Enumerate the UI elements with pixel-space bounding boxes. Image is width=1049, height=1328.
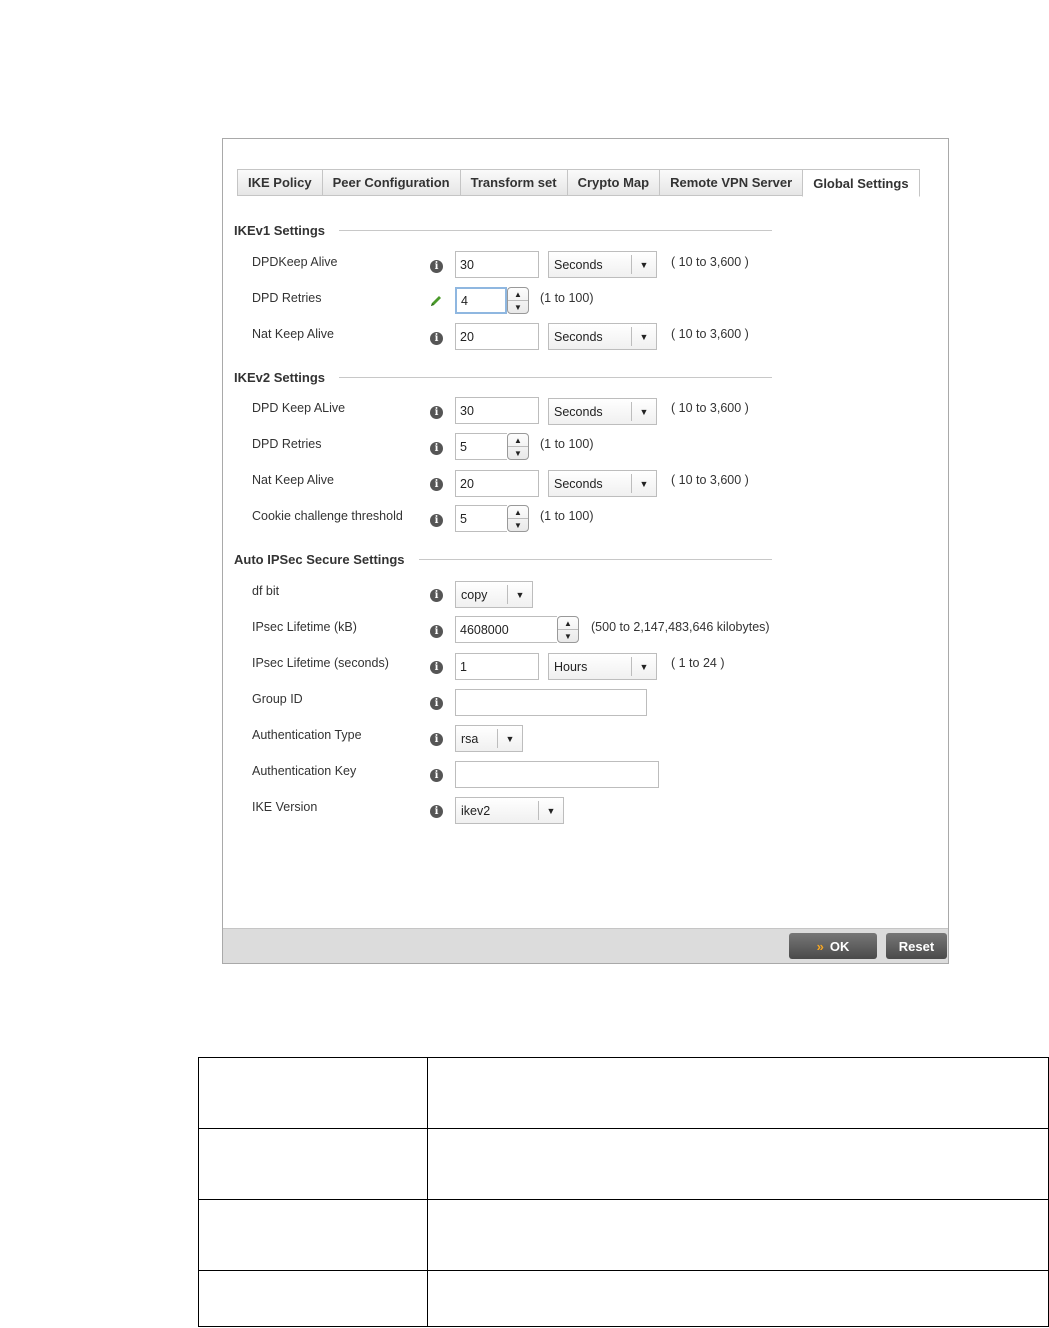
select-value: Hours [554, 659, 588, 674]
select-value: Seconds [554, 404, 603, 419]
double-chevron-icon: » [816, 938, 824, 954]
ikev2-dpd-keep-alive-input[interactable] [455, 397, 539, 424]
auto-ipsec-section-title [234, 552, 772, 567]
ike-version-label: IKE Version [252, 800, 318, 814]
ikev2-cookie-threshold-range: (1 to 100) [540, 509, 594, 523]
ikev2-dpd-retries-input[interactable] [455, 433, 507, 460]
table-row [199, 1200, 1049, 1271]
select-value: ikev2 [461, 803, 491, 818]
ikev2-dpd-keep-alive-unit-select[interactable] [548, 398, 657, 425]
info-icon[interactable]: i [430, 589, 443, 602]
ok-button-label: OK [829, 938, 850, 954]
authentication-key-input[interactable] [455, 761, 659, 788]
description-table [198, 1057, 1049, 1327]
ikev2-section-title [234, 370, 772, 385]
info-icon[interactable]: i [430, 442, 443, 455]
chevron-down-icon: ▼ [507, 585, 532, 604]
table-row [199, 1271, 1049, 1327]
ipsec-lifetime-kb-range: (500 to 2,147,483,646 kilobytes) [591, 620, 770, 634]
ok-button[interactable] [789, 933, 877, 959]
info-icon[interactable]: i [430, 769, 443, 782]
info-icon[interactable]: i [430, 332, 443, 345]
ipsec-lifetime-seconds-input[interactable] [455, 653, 539, 680]
ikev1-dpd-keep-alive-range: ( 10 to 3,600 ) [671, 255, 749, 269]
tab-bar [237, 169, 920, 197]
ikev1-nat-keep-alive-label: Nat Keep Alive [252, 327, 334, 341]
reset-button[interactable] [886, 933, 947, 959]
stepper-buttons [507, 505, 529, 532]
info-icon[interactable]: i [430, 733, 443, 746]
ipsec-lifetime-kb-stepper[interactable] [455, 616, 579, 643]
info-icon[interactable]: i [430, 514, 443, 527]
chevron-down-icon: ▼ [497, 729, 522, 748]
ikev1-nat-keep-alive-unit-select[interactable] [548, 323, 657, 350]
tab-crypto-map[interactable]: Crypto Map [567, 169, 660, 196]
info-icon[interactable]: i [430, 625, 443, 638]
table-cell [199, 1200, 428, 1271]
stepper-buttons [557, 616, 579, 643]
table-row [199, 1129, 1049, 1200]
stepper-up-icon[interactable]: ▲ [514, 507, 522, 517]
tab-peer-configuration[interactable]: Peer Configuration [322, 169, 460, 196]
chevron-down-icon: ▼ [631, 255, 656, 274]
ikev2-dpd-keep-alive-label: DPD Keep ALive [252, 401, 346, 415]
group-id-label: Group ID [252, 692, 303, 706]
ipsec-lifetime-seconds-label: IPsec Lifetime (seconds) [252, 656, 389, 670]
select-value: Seconds [554, 257, 603, 272]
table-row [199, 1058, 1049, 1129]
stepper-up-icon[interactable]: ▲ [514, 435, 522, 445]
pencil-icon [429, 294, 443, 308]
ipsec-lifetime-unit-select[interactable] [548, 653, 657, 680]
table-cell [428, 1271, 1049, 1327]
dialog-footer [223, 928, 948, 963]
group-id-input[interactable] [455, 689, 647, 716]
reset-button-label: Reset [898, 938, 935, 954]
global-settings-dialog [222, 138, 949, 964]
stepper-up-icon[interactable]: ▲ [514, 289, 522, 299]
select-value: Seconds [554, 476, 603, 491]
info-icon[interactable]: i [430, 260, 443, 273]
stepper-buttons [507, 287, 529, 314]
ikev1-dpd-keep-alive-label: DPDKeep Alive [252, 255, 338, 269]
tab-ike-policy[interactable]: IKE Policy [237, 169, 322, 196]
ikev1-dpd-keep-alive-input[interactable] [455, 251, 539, 278]
table-cell [428, 1200, 1049, 1271]
chevron-down-icon: ▼ [631, 657, 656, 676]
table-cell [199, 1058, 428, 1129]
ikev1-dpd-retries-label: DPD Retries [252, 291, 322, 305]
info-icon[interactable]: i [430, 406, 443, 419]
stepper-down-icon[interactable]: ▼ [508, 300, 528, 313]
ikev1-nat-keep-alive-input[interactable] [455, 323, 539, 350]
info-icon[interactable]: i [430, 661, 443, 674]
ikev2-cookie-threshold-label: Cookie challenge threshold [252, 509, 403, 523]
stepper-buttons [507, 433, 529, 460]
auto-ipsec-title-text: Auto IPSec Secure Settings [234, 552, 405, 567]
df-bit-label: df bit [252, 584, 280, 598]
ikev1-dpd-retries-stepper[interactable] [455, 287, 529, 314]
ipsec-lifetime-kb-input[interactable] [455, 616, 557, 643]
info-icon[interactable]: i [430, 697, 443, 710]
ikev2-nat-keep-alive-unit-select[interactable] [548, 470, 657, 497]
ikev2-cookie-threshold-input[interactable] [455, 505, 507, 532]
table-cell [199, 1271, 428, 1327]
ikev2-nat-keep-alive-label: Nat Keep Alive [252, 473, 334, 487]
table-cell [199, 1129, 428, 1200]
ikev1-dpd-retries-range: (1 to 100) [540, 291, 594, 305]
ipsec-lifetime-seconds-range: ( 1 to 24 ) [671, 656, 725, 670]
select-value: copy [461, 587, 488, 602]
ikev2-dpd-keep-alive-range: ( 10 to 3,600 ) [671, 401, 749, 415]
ikev1-nat-keep-alive-range: ( 10 to 3,600 ) [671, 327, 749, 341]
tab-remote-vpn-server[interactable]: Remote VPN Server [659, 169, 802, 196]
authentication-type-select[interactable] [455, 725, 523, 752]
authentication-type-label: Authentication Type [252, 728, 362, 742]
ikev1-section-title [234, 223, 772, 238]
ikev2-nat-keep-alive-range: ( 10 to 3,600 ) [671, 473, 749, 487]
stepper-down-icon[interactable]: ▼ [508, 446, 528, 459]
ikev1-dpd-keep-alive-unit-select[interactable] [548, 251, 657, 278]
chevron-down-icon: ▼ [631, 402, 656, 421]
authentication-key-label: Authentication Key [252, 764, 357, 778]
ikev2-dpd-retries-range: (1 to 100) [540, 437, 594, 451]
ikev2-nat-keep-alive-input[interactable] [455, 470, 539, 497]
ikev2-title-text: IKEv2 Settings [234, 370, 326, 385]
ikev1-title-text: IKEv1 Settings [234, 223, 326, 238]
ikev2-dpd-retries-label: DPD Retries [252, 437, 322, 451]
chevron-down-icon: ▼ [631, 327, 656, 346]
df-bit-select[interactable] [455, 581, 533, 608]
table-cell [428, 1058, 1049, 1129]
stepper-down-icon[interactable]: ▼ [508, 518, 528, 531]
chevron-down-icon: ▼ [538, 801, 563, 820]
ipsec-lifetime-kb-label: IPsec Lifetime (kB) [252, 620, 357, 634]
stepper-down-icon[interactable]: ▼ [558, 629, 578, 642]
ikev1-dpd-retries-input[interactable] [455, 287, 507, 314]
tab-global-settings[interactable]: Global Settings [802, 169, 919, 197]
select-value: rsa [461, 731, 479, 746]
select-value: Seconds [554, 329, 603, 344]
table-cell [428, 1129, 1049, 1200]
info-icon[interactable]: i [430, 478, 443, 491]
info-icon[interactable]: i [430, 805, 443, 818]
ikev2-dpd-retries-stepper[interactable] [455, 433, 529, 460]
ike-version-select[interactable] [455, 797, 564, 824]
chevron-down-icon: ▼ [631, 474, 656, 493]
tab-transform-set[interactable]: Transform set [460, 169, 567, 196]
ikev2-cookie-threshold-stepper[interactable] [455, 505, 529, 532]
stepper-up-icon[interactable]: ▲ [564, 618, 572, 628]
